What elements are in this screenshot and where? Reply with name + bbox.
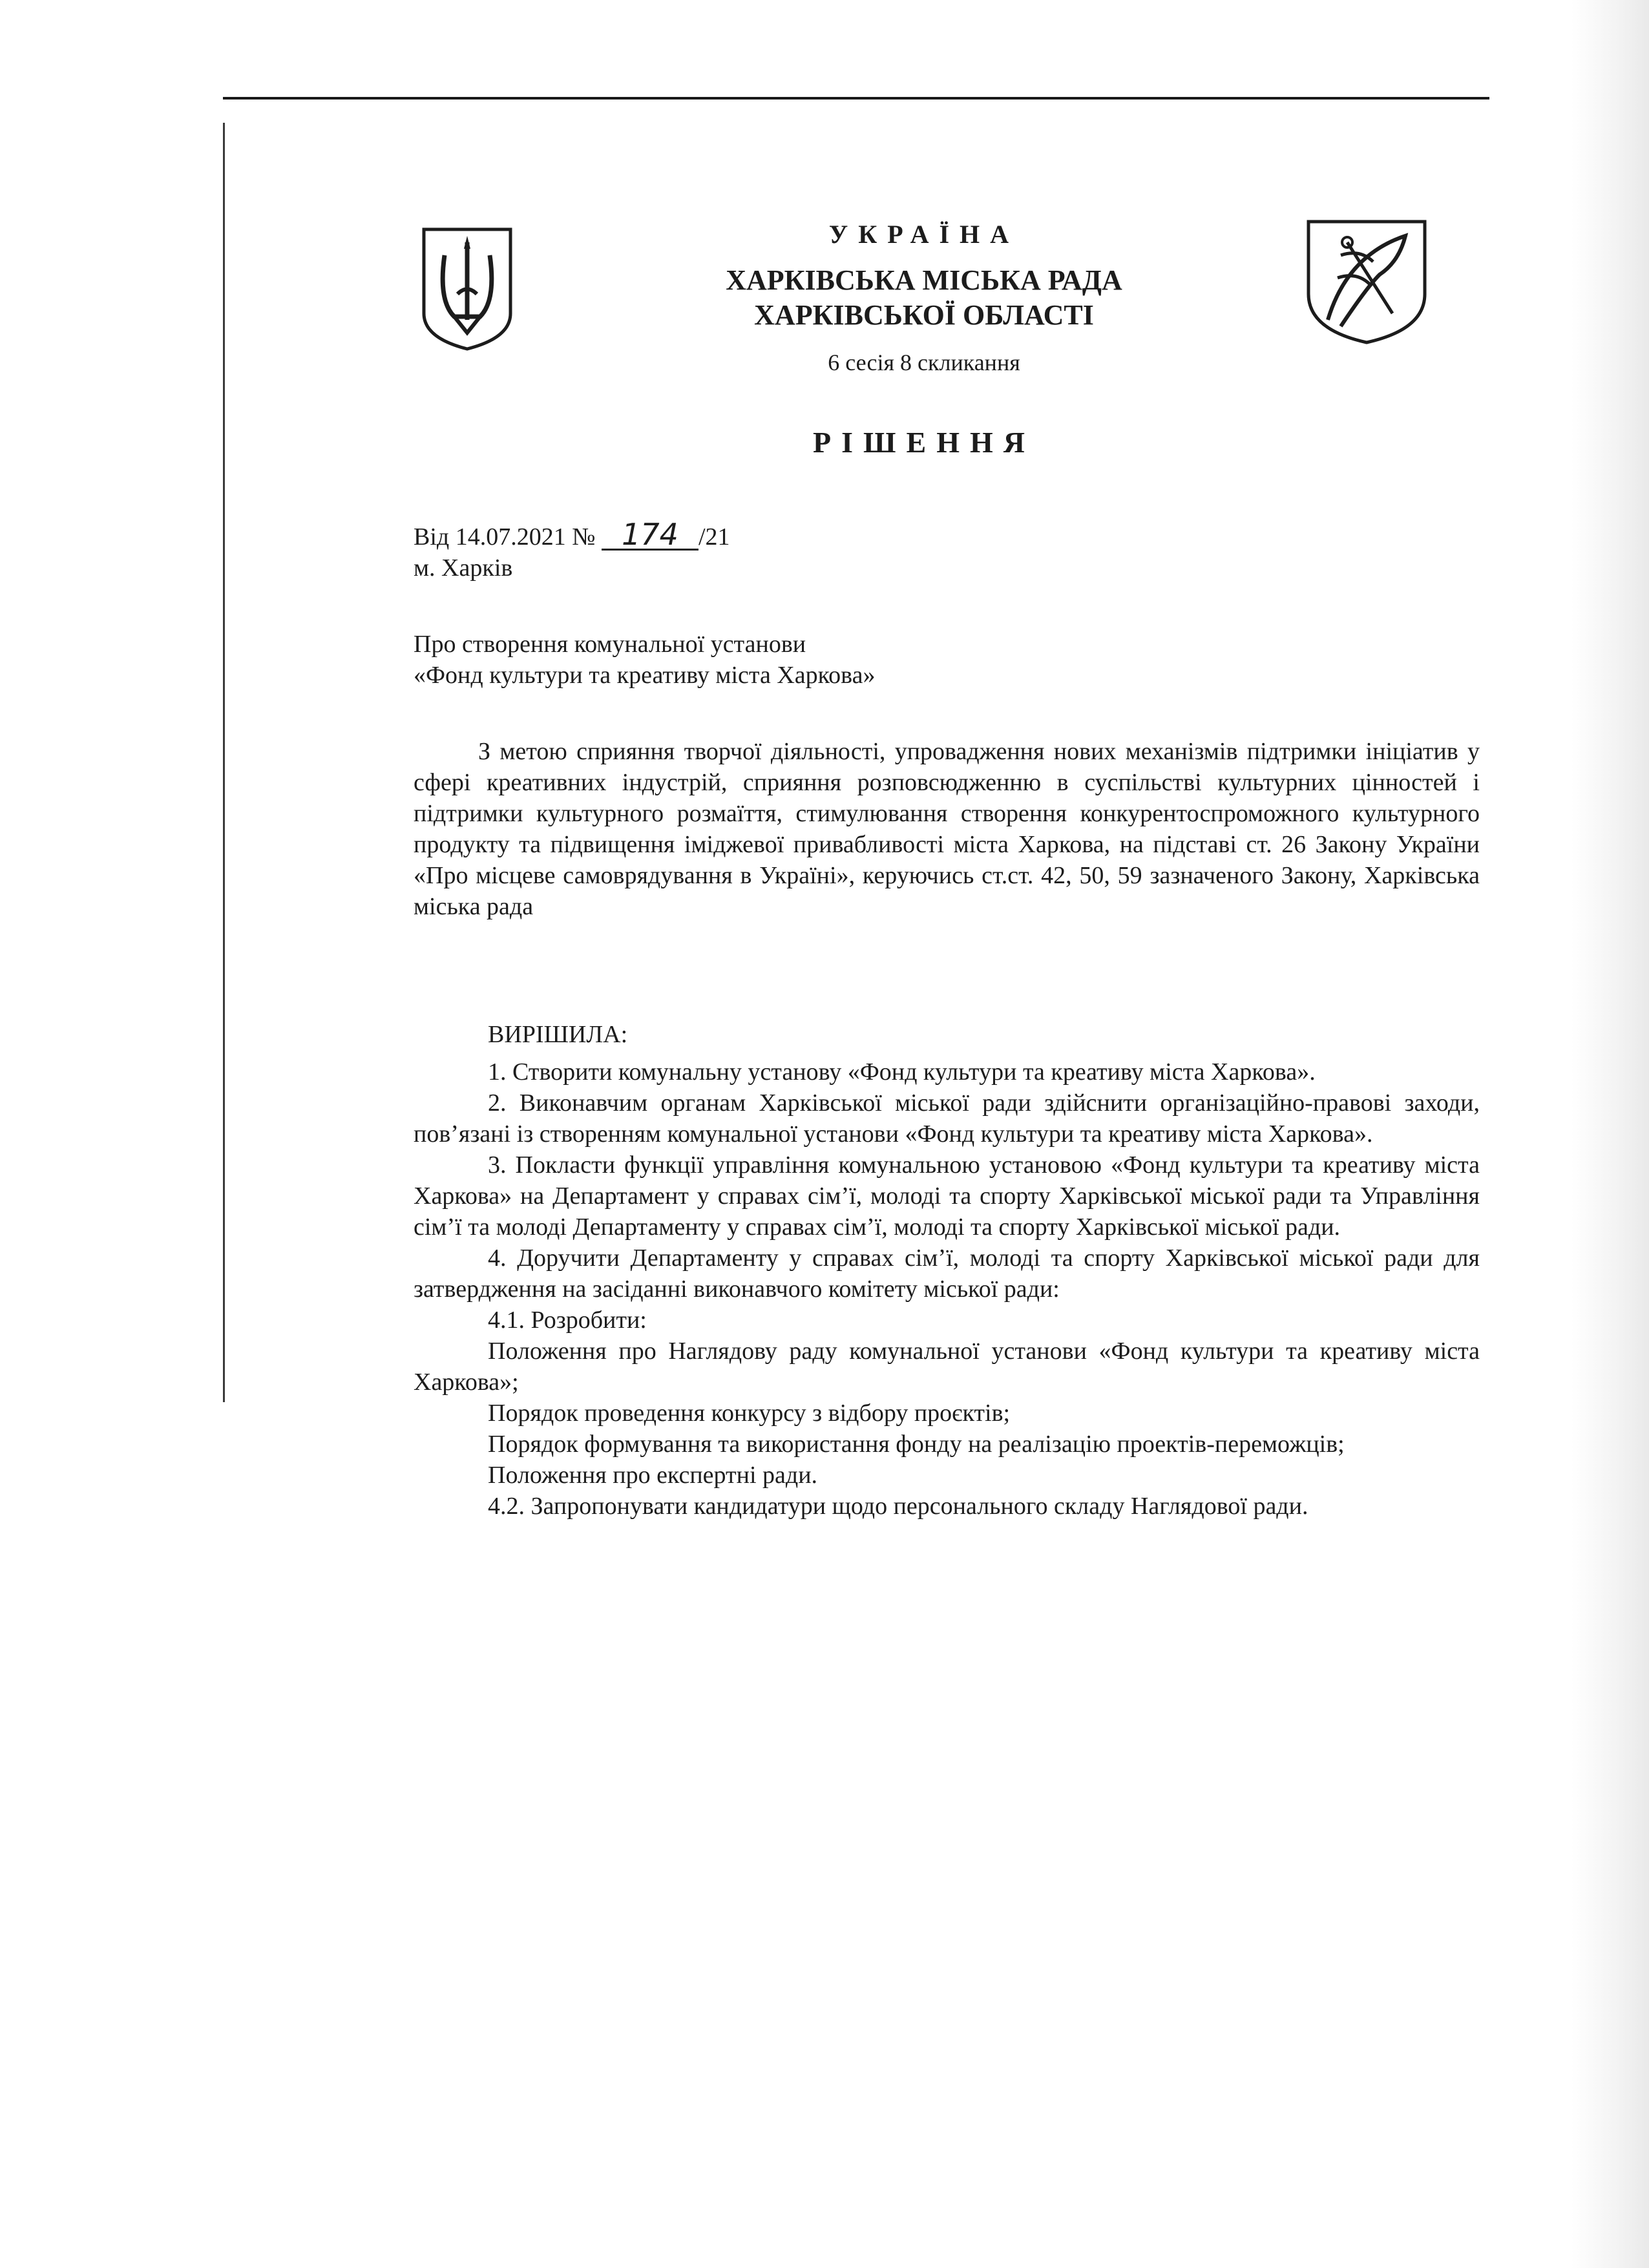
subject-line-1: Про створення комунальної установи — [414, 631, 806, 658]
date-number-line — [414, 517, 1480, 552]
item-1: 1. Створити комунальну установу «Фонд культури та креативу міста Харкова». — [488, 1058, 1316, 1086]
country-title: УКРАЇНА — [828, 220, 1020, 249]
item-4-1-a: Положення про Наглядову раду комунальної установи «Фонд культури та креативу міста Харкова»; — [414, 1338, 1480, 1396]
region-title: ХАРКІВСЬКОЇ ОБЛАСТІ — [754, 299, 1094, 331]
page-edge-shadow — [1571, 0, 1649, 2268]
council-title: ХАРКІВСЬКА МІСЬКА РАДА — [726, 264, 1122, 296]
city-line: м. Харків — [414, 554, 513, 582]
left-border-line — [223, 123, 225, 1402]
item-4-1-d: Положення про експертні ради. — [488, 1462, 818, 1489]
item-4-1-c: Порядок формування та використання фонду на реалізацію проектів-переможців; — [488, 1431, 1345, 1458]
document-header — [646, 216, 1202, 461]
item-4-1: 4.1. Розробити: — [488, 1307, 647, 1334]
top-border-line — [223, 97, 1489, 100]
document-body — [414, 517, 1480, 1522]
trident-emblem-icon — [419, 223, 516, 352]
kharkiv-city-coat-of-arms-icon — [1302, 216, 1431, 346]
session-label: 6 сесія 8 скликання — [828, 350, 1020, 375]
document-type-title: РІШЕННЯ — [813, 426, 1035, 459]
number-suffix: /21 — [698, 523, 730, 551]
item-4-1-b: Порядок проведення конкурсу з відбору проєктів; — [488, 1400, 1011, 1427]
item-4-2: 4.2. Запропонувати кандидатури щодо персонального складу Наглядової ради. — [488, 1493, 1308, 1520]
date-prefix: Від 14.07.2021 № — [414, 523, 596, 551]
subject-block — [414, 629, 1480, 691]
item-4: 4. Доручити Департаменту у справах сім’ї, молоді та спорту Харківської міської ради для затвердження на засіданні виконавчого комітету міської ради: — [414, 1244, 1480, 1303]
handwritten-number: 174 — [602, 520, 698, 551]
subject-line-2: «Фонд культури та креативу міста Харкова» — [414, 662, 876, 689]
preamble-paragraph: З метою сприяння творчої діяльності, упровадження нових механізмів підтримки ініціатив у сфері креативних індустрій, сприяння розповсюдженню в суспільстві культурних цінностей і підтримки культурного розмаїття, стимулювання створення конкурентоспроможного культурного продукту та підвищення іміджевої привабливості міста Харкова, на підставі ст. 26 Закону України «Про місцеве самоврядування в Україні», керуючись ст.ст. 42, 50, 59 зазначеного Закону, Харківська міська рада — [414, 738, 1480, 920]
item-2: 2. Виконавчим органам Харківської міської ради здійснити організаційно-правові заходи, пов’язані із створенням комунальної установи «Фонд культури та креативу міста Харкова». — [414, 1089, 1480, 1148]
item-3: 3. Покласти функції управління комунальною установою «Фонд культури та креативу міста Харкова» на Департамент у справах сім’ї, молоді та спорту Харківської міської ради та Управління сім’ї та молоді Департаменту у справах сім’ї, молоді та спорту Харківської міської ради. — [414, 1151, 1480, 1241]
resolved-label: ВИРІШИЛА: — [488, 1021, 628, 1048]
